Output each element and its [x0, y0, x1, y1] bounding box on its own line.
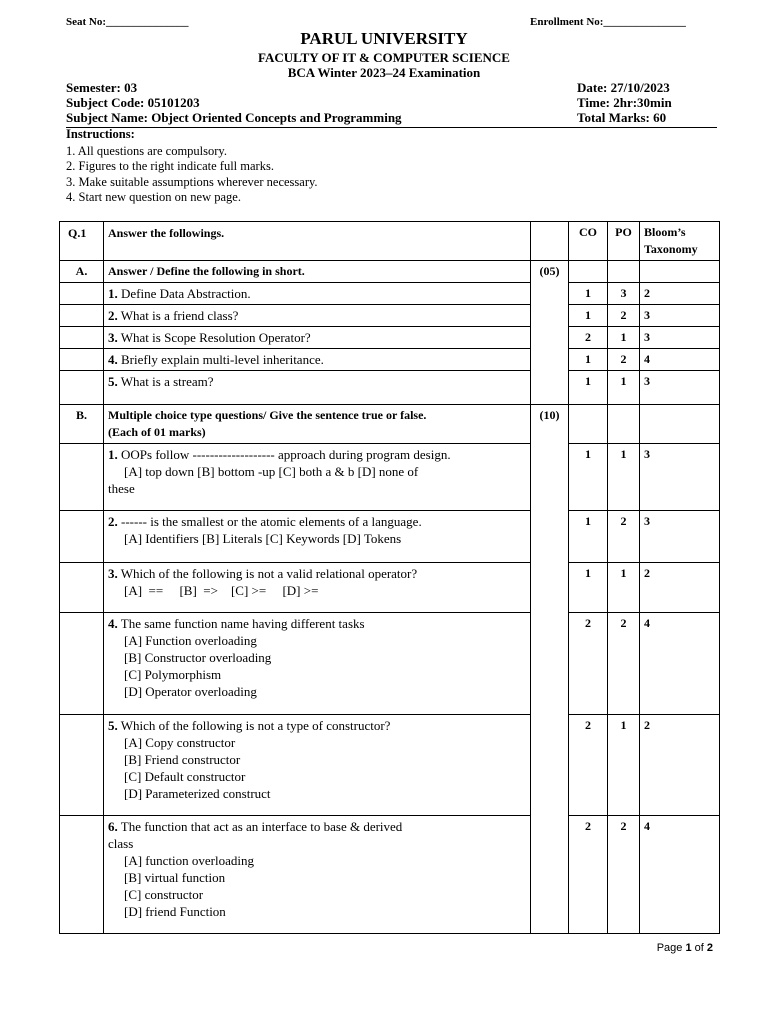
section-a-row: [60, 261, 720, 283]
option-c: [C] Polymorphism: [124, 667, 222, 682]
option-d: [D] friend Function: [124, 904, 226, 919]
bloom-value: 3: [640, 444, 720, 511]
question-row: [60, 715, 720, 816]
total-marks: Total Marks: 60: [577, 110, 667, 125]
option-b: [B] Constructor overloading: [124, 650, 272, 665]
co-value: 1: [569, 371, 608, 405]
co-value: 1: [569, 563, 608, 613]
section-marks: (10): [531, 405, 569, 934]
question-row: [60, 444, 720, 511]
po-value: 3: [608, 283, 640, 305]
option-d: [D] Operator overloading: [124, 684, 257, 699]
bloom-header: [640, 222, 720, 261]
instruction-item: 1. All questions are compulsory.: [66, 144, 227, 158]
question-row: [60, 816, 720, 934]
option-line: [A] Identifiers [B] Literals [C] Keywords [D] Tokens: [124, 531, 402, 546]
co-header: CO: [569, 222, 608, 261]
faculty-title: FACULTY OF IT & COMPUTER SCIENCE: [258, 50, 510, 65]
bloom-value: 3: [640, 371, 720, 405]
option-b: [B] Friend constructor: [124, 752, 241, 767]
question-row: [60, 305, 720, 327]
question-text: 5. Which of the following is not a type of constructor? [A] Copy constructor [B] Friend constructor [C] Default constructor [D] Parameterized construct: [104, 715, 531, 816]
section-label: A.: [60, 261, 104, 283]
option-a: [A] Function overloading: [124, 633, 257, 648]
instructions-title: Instructions:: [66, 127, 135, 141]
question-text: 4. The same function name having different tasks [A] Function overloading [B] Constructor overloading [C] Polymorphism [D] Operator overloading: [104, 613, 531, 715]
po-header: PO: [608, 222, 640, 261]
marks-cell: [531, 222, 569, 261]
section-marks: (05): [531, 261, 569, 405]
po-value: 2: [608, 816, 640, 934]
co-value: 1: [569, 305, 608, 327]
instruction-item: 4. Start new question on new page.: [66, 190, 241, 204]
option-a: [A] Copy constructor: [124, 735, 236, 750]
po-value: 1: [608, 563, 640, 613]
bloom-value: 2: [640, 563, 720, 613]
po-value: 1: [608, 327, 640, 349]
section-title: Multiple choice type questions/ Give the sentence true or false. (Each of 01 marks): [104, 405, 531, 444]
exam-time: Time: 2hr:30min: [577, 95, 672, 110]
co-value: 1: [569, 349, 608, 371]
semester: Semester: 03: [66, 80, 138, 95]
question-text: 1. OOPs follow ------------------- approach during program design. [A] top down [B] bottom -up [C] both a & b [D] none of these: [104, 444, 531, 511]
co-value: 2: [569, 715, 608, 816]
question-text: 4. Briefly explain multi-level inheritance.: [104, 349, 531, 371]
question-continuation: class: [108, 836, 134, 851]
question-table: [59, 221, 720, 934]
option-d: [D] Parameterized construct: [124, 786, 271, 801]
question-row: [60, 371, 720, 405]
bloom-value: 4: [640, 349, 720, 371]
question-heading: Answer the followings.: [104, 222, 531, 261]
co-value: 2: [569, 327, 608, 349]
option-c: [C] Default constructor: [124, 769, 246, 784]
question-text: 3. What is Scope Resolution Operator?: [104, 327, 531, 349]
question-text: 3. Which of the following is not a valid relational operator? [A] == [B] => [C] >= [D] >=: [104, 563, 531, 613]
option-b: [B] virtual function: [124, 870, 226, 885]
bloom-value: 4: [640, 613, 720, 715]
page-number: 1: [685, 942, 692, 954]
question-row: [60, 613, 720, 715]
page-total: 2: [706, 942, 713, 954]
po-value: 1: [608, 715, 640, 816]
co-value: 1: [569, 511, 608, 563]
exam-title: BCA Winter 2023–24 Examination: [287, 65, 481, 80]
bloom-header-line1: Bloom’s: [644, 225, 686, 239]
section-b-row: [60, 405, 720, 444]
option-c: [C] constructor: [124, 887, 204, 902]
question-text: 5. What is a stream?: [104, 371, 531, 405]
po-value: 1: [608, 371, 640, 405]
question-text: 6. The function that act as an interface to base & derived class [A] function overloading [B] virtual function [C] constructor [D] friend Function: [104, 816, 531, 934]
po-value: 2: [608, 511, 640, 563]
subject-name: Subject Name: Object Oriented Concepts and Programming: [66, 110, 402, 125]
option-line: [A] top down [B] bottom -up [C] both a & b [D] none of: [124, 464, 419, 479]
bloom-value: 3: [640, 327, 720, 349]
instruction-item: 3. Make suitable assumptions wherever necessary.: [66, 175, 318, 189]
enrollment-number-field: Enrollment No:_______________: [530, 16, 686, 28]
bloom-value: 3: [640, 511, 720, 563]
co-value: 2: [569, 613, 608, 715]
section-title: Answer / Define the following in short.: [104, 261, 531, 283]
question-text: 2. ------ is the smallest or the atomic elements of a language. [A] Identifiers [B] Literals [C] Keywords [D] Tokens: [104, 511, 531, 563]
bloom-value: 2: [640, 283, 720, 305]
co-value: 2: [569, 816, 608, 934]
co-value: 1: [569, 283, 608, 305]
exam-date: Date: 27/10/2023: [577, 80, 670, 95]
section-label: B.: [60, 405, 104, 444]
question-row: [60, 563, 720, 613]
header-divider: [66, 127, 717, 128]
instruction-item: 2. Figures to the right indicate full marks.: [66, 159, 274, 173]
question-row: [60, 327, 720, 349]
bloom-value: 2: [640, 715, 720, 816]
question-row: [60, 283, 720, 305]
bloom-value: 3: [640, 305, 720, 327]
question-text: 2. What is a friend class?: [104, 305, 531, 327]
option-a: [A] function overloading: [124, 853, 254, 868]
question-text: 1. Define Data Abstraction.: [104, 283, 531, 305]
question-row: [60, 349, 720, 371]
po-value: 2: [608, 305, 640, 327]
po-value: 1: [608, 444, 640, 511]
bloom-header-line2: Taxonomy: [644, 242, 698, 256]
po-value: 2: [608, 613, 640, 715]
option-continuation: these: [108, 481, 135, 496]
co-value: 1: [569, 444, 608, 511]
bloom-value: 4: [640, 816, 720, 934]
page-footer: Page 1 of 2: [656, 942, 713, 954]
question-row: [60, 511, 720, 563]
question-number: Q.1: [60, 222, 104, 261]
po-value: 2: [608, 349, 640, 371]
option-line: [A] == [B] => [C] >= [D] >=: [124, 583, 319, 598]
table-header-row: [60, 222, 720, 261]
subject-code: Subject Code: 05101203: [66, 95, 200, 110]
university-title: PARUL UNIVERSITY: [300, 29, 468, 48]
seat-number-field: Seat No:_______________: [66, 16, 189, 28]
